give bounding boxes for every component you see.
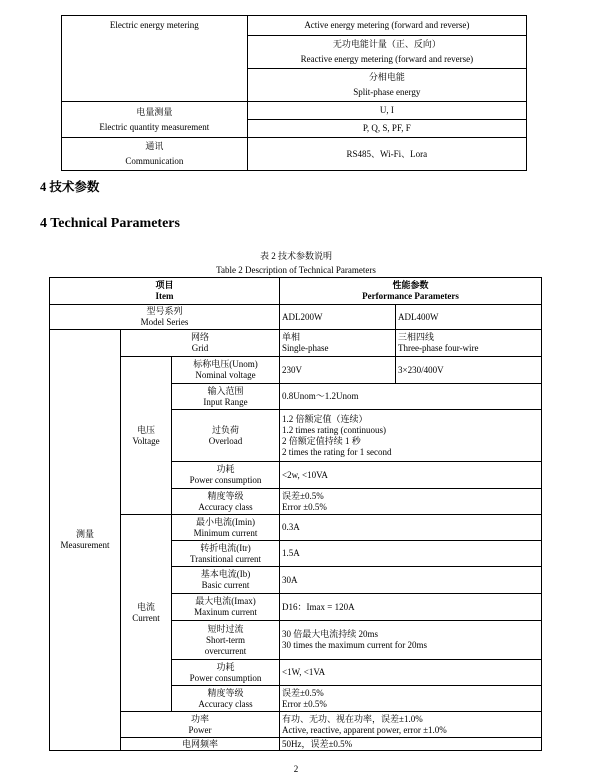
power-value: 有功、无功、视在功率，误差±1.0% Active, reactive, apparent power, error ±1.0% (280, 712, 542, 738)
split-phase-cell: 分相电能 Split-phase energy (247, 69, 526, 102)
current-label: 电流 Current (121, 515, 172, 712)
reactive-energy-cell: 无功电能计量（正、反向） Reactive energy metering (forward and reverse) (247, 36, 526, 69)
grid-single-phase: 单相 Single-phase (280, 330, 396, 357)
pqspff-cell: P, Q, S, PF, F (247, 120, 526, 138)
param-value: 30 倍最大电流持续 20ms 30 times the maximum current for 20ms (280, 621, 542, 660)
param-label: 功耗 Power consumption (172, 462, 280, 489)
measurement-label: 测量 Measurement (50, 330, 121, 751)
ui-cell: U, I (247, 102, 526, 120)
active-energy-cell: Active energy metering (forward and reverse) (247, 16, 526, 36)
section-heading-en: 4 Technical Parameters (40, 216, 180, 231)
section-heading-cn: 4 技术参数 (40, 180, 100, 194)
param-label: 最大电流(Imax) Maxinum current (172, 594, 280, 621)
table-caption-en: Table 2 Description of Technical Parameters (216, 265, 376, 275)
grid-frequency-value: 50Hz，误差±0.5% (280, 738, 542, 751)
param-value: 0.3A (280, 515, 542, 541)
page-number: 2 (293, 764, 299, 774)
param-value: 30A (280, 567, 542, 594)
param-label: 精度等级 Accuracy class (172, 686, 280, 712)
nominal-voltage-three: 3×230/400V (396, 357, 542, 384)
energy-metering-label: Electric energy metering (62, 16, 248, 102)
table-caption-cn: 表 2 技术参数说明 (259, 251, 332, 261)
param-label: 转折电流(Itr) Transitional current (172, 541, 280, 567)
technical-parameters-table (49, 277, 542, 751)
header-performance: 性能参数 Performance Parameters (280, 278, 542, 305)
power-label: 功率 Power (121, 712, 280, 738)
grid-frequency-label: 电网频率 (121, 738, 280, 751)
nominal-voltage-single: 230V (280, 357, 396, 384)
model-adl400w: ADL400W (396, 305, 542, 330)
param-value: <1W, <1VA (280, 660, 542, 686)
param-label: 标称电压(Unom) Nominal voltage (172, 357, 280, 384)
metering-table (61, 15, 527, 171)
header-item: 项目 Item (50, 278, 280, 305)
param-value: 误差±0.5% Error ±0.5% (280, 489, 542, 515)
param-value: <2w, <10VA (280, 462, 542, 489)
grid-label: 网络 Grid (121, 330, 280, 357)
param-label: 输入范围 Input Range (172, 384, 280, 410)
voltage-label: 电压 Voltage (121, 357, 172, 515)
param-value: 误差±0.5% Error ±0.5% (280, 686, 542, 712)
model-adl200w: ADL200W (280, 305, 396, 330)
grid-three-phase: 三相四线 Three-phase four-wire (396, 330, 542, 357)
param-label: 功耗 Power consumption (172, 660, 280, 686)
communication-cell: RS485、Wi-Fi、Lora (247, 138, 526, 171)
param-label: 基本电流(Ib) Basic current (172, 567, 280, 594)
param-value: D16：Imax = 120A (280, 594, 542, 621)
model-series-label: 型号系列 Model Series (50, 305, 280, 330)
communication-label: 通讯 Communication (62, 138, 248, 171)
quantity-measurement-label: 电量测量 Electric quantity measurement (62, 102, 248, 138)
param-label: 过负荷 Overload (172, 410, 280, 462)
param-value: 1.2 倍额定值（连续） 1.2 times rating (continuous) 2 倍额定值持续 1 秒 2 times the rating for 1 second (280, 410, 542, 462)
param-label: 精度等级 Accuracy class (172, 489, 280, 515)
param-value: 1.5A (280, 541, 542, 567)
param-label: 短时过流 Short-term overcurrent (172, 621, 280, 660)
param-value: 0.8Unom～1.2Unom (280, 384, 542, 410)
param-label: 最小电流(Imin) Minimum current (172, 515, 280, 541)
